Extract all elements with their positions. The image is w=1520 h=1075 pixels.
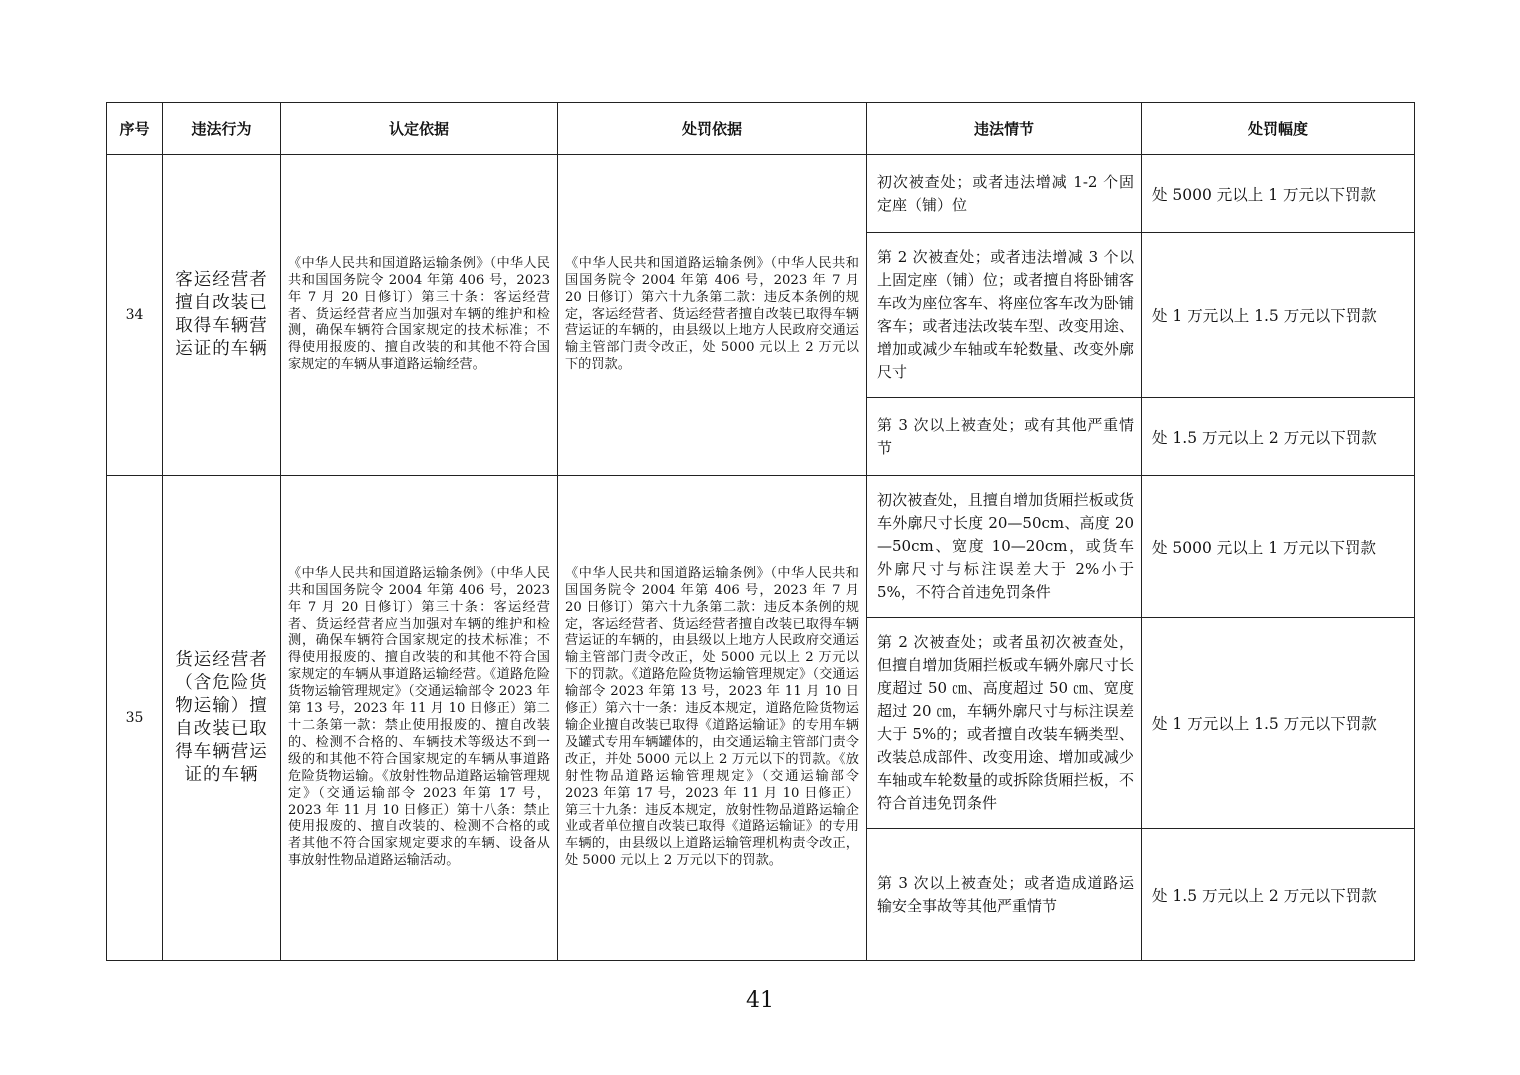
row-plot: 第 2 次被查处；或者违法增减 3 个以上固定座（铺）位；或者擅自将卧铺客车改为座位客车、将座位客车改为卧铺客车；或者违法改装车型、改变用途、增加或减少车轴或车轮数量、改变外廓尺寸 (867, 233, 1142, 398)
row-penalty: 处 1 万元以上 1.5 万元以下罚款 (1142, 618, 1415, 829)
row-seq: 35 (107, 476, 163, 961)
row-penalty: 处 1.5 万元以上 2 万元以下罚款 (1142, 398, 1415, 476)
row-penalty-basis: 《中华人民共和国道路运输条例》（中华人民共和国国务院令 2004 年第 406 号，2023 年 7 月 20 日修订）第六十九条第二款：违反本条例的规定，客运经营者、货运经营者擅自改装已取得车辆营运证的车辆的，由县级以上地方人民政府交通运输主管部门责令改正，处 5000 元以上 2 万元以下的罚款。《道路危险货物运输管理规定》（交通运输部令 2023 年第 13 号，2023 年 11 月 10 日修正）第六十一条：违反本规定，道路危险货物运输企业擅自改装已取得《道路运输证》的专用车辆及罐式专用车辆罐体的，由交通运输主管部门责令改正，并处 5000 元以上 2 万元以下的罚款。《放射性物品道路运输管理规定》（交通运输部令 2023 年第 17 号，2023 年 11 月 10 日修正）第三十九条：违反本规定，放射性物品道路运输企业或者单位擅自改装已取得《道路运输证》的专用车辆的，由县级以上道路运输管理机构责令改正，处 5000 元以上 2 万元以下的罚款。 (558, 476, 867, 961)
row-plot: 第 2 次被查处；或者虽初次被查处，但擅自增加货厢拦板或车辆外廓尺寸长度超过 50 ㎝、高度超过 50 ㎝、宽度超过 20 ㎝，车辆外廓尺寸与标注误差大于 5%的；或者擅自改装车辆类型、改装总成部件、改变用途、增加或减少车轴或车轮数量的或拆除货厢拦板，不符合首违免罚条件 (867, 618, 1142, 829)
header-basis: 认定依据 (281, 103, 558, 155)
header-seq: 序号 (107, 103, 163, 155)
table-row (107, 155, 1415, 233)
header-penalty-basis: 处罚依据 (558, 103, 867, 155)
row-penalty: 处 1.5 万元以上 2 万元以下罚款 (1142, 829, 1415, 961)
page-number: 41 (746, 988, 774, 1013)
row-plot: 第 3 次以上被查处；或者造成道路运输安全事故等其他严重情节 (867, 829, 1142, 961)
header-penalty: 处罚幅度 (1142, 103, 1415, 155)
header-act: 违法行为 (163, 103, 281, 155)
header-row (107, 103, 1415, 155)
row-basis: 《中华人民共和国道路运输条例》（中华人民共和国国务院令 2004 年第 406 号，2023 年 7 月 20 日修订）第三十条：客运经营者、货运经营者应当加强对车辆的维护和检测，确保车辆符合国家规定的技术标准；不得使用报废的、擅自改装的和其他不符合国家规定的车辆从事道路运输经营。《道路危险货物运输管理规定》（交通运输部令 2023 年第 13 号，2023 年 11 月 10 日修正）第二十二条第一款：禁止使用报废的、擅自改装的、检测不合格的、车辆技术等级达不到一级的和其他不符合国家规定的车辆从事道路危险货物运输。《放射性物品道路运输管理规定》（交通运输部令 2023 年第 17 号，2023 年 11 月 10 日修正）第十八条：禁止使用报废的、擅自改装的、检测不合格的或者其他不符合国家规定要求的车辆、设备从事放射性物品道路运输活动。 (281, 476, 558, 961)
table-row (107, 476, 1415, 618)
penalty-table (106, 102, 1415, 961)
header-plot: 违法情节 (867, 103, 1142, 155)
row-act: 客运经营者擅自改装已取得车辆营运证的车辆 (163, 155, 281, 476)
row-seq: 34 (107, 155, 163, 476)
row-act: 货运经营者（含危险货物运输）擅自改装已取得车辆营运证的车辆 (163, 476, 281, 961)
row-penalty: 处 1 万元以上 1.5 万元以下罚款 (1142, 233, 1415, 398)
row-plot: 初次被查处，且擅自增加货厢拦板或货车外廓尺寸长度 20—50cm、高度 20—50cm、宽度 10—20cm，或货车外廓尺寸与标注误差大于 2%小于 5%，不符合首违免罚条件 (867, 476, 1142, 618)
row-basis: 《中华人民共和国道路运输条例》（中华人民共和国国务院令 2004 年第 406 号，2023 年 7 月 20 日修订）第三十条：客运经营者、货运经营者应当加强对车辆的维护和检测，确保车辆符合国家规定的技术标准；不得使用报废的、擅自改装的和其他不符合国家规定的车辆从事道路运输经营。 (281, 155, 558, 476)
row-penalty: 处 5000 元以上 1 万元以下罚款 (1142, 476, 1415, 618)
row-penalty: 处 5000 元以上 1 万元以下罚款 (1142, 155, 1415, 233)
row-penalty-basis: 《中华人民共和国道路运输条例》（中华人民共和国国务院令 2004 年第 406 号，2023 年 7 月 20 日修订）第六十九条第二款：违反本条例的规定，客运经营者、货运经营者擅自改装已取得车辆营运证的车辆的，由县级以上地方人民政府交通运输主管部门责令改正，处 5000 元以上 2 万元以下的罚款。 (558, 155, 867, 476)
row-plot: 初次被查处；或者违法增减 1-2 个固定座（铺）位 (867, 155, 1142, 233)
row-plot: 第 3 次以上被查处；或有其他严重情节 (867, 398, 1142, 476)
